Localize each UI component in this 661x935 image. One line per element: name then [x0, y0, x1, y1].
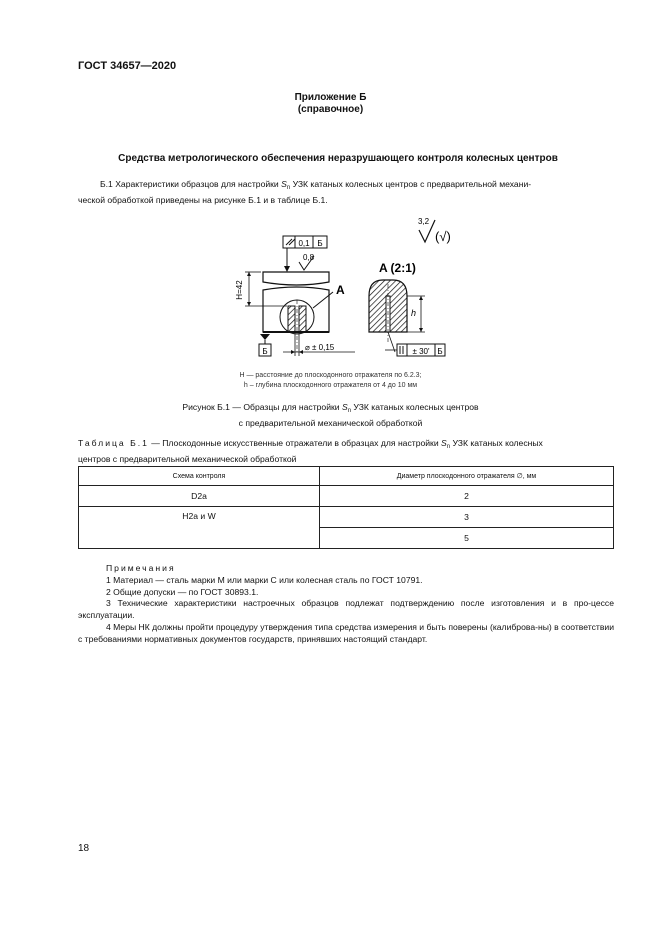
section-title: Средства метрологического обеспечения неразрушающего контроля колесных центров	[118, 153, 558, 164]
table-row	[79, 507, 614, 528]
table-header-row	[79, 467, 614, 486]
label-a: A	[336, 283, 345, 297]
roughness-mark-top	[299, 253, 315, 270]
angle-tol-value: ± 30'	[412, 347, 430, 356]
intro-paragraph: Б.1 Характеристики образцов для настройки $S_n$ УЗК катаных колесных центров с предварительной механи- ческой обработкой приведены на рисунке Б.1 и в таблице Б.1.	[78, 179, 532, 205]
cell-diameter: 5	[320, 528, 614, 549]
dim-h-big: H=42	[235, 280, 244, 300]
cell-scheme: H2a и W	[79, 507, 320, 549]
cell-scheme: D2a	[79, 486, 320, 507]
notes-heading: Примечания	[106, 563, 176, 573]
figure-caption: Рисунок Б.1 — Образцы для настройки $S_n$ УЗК катаных колесных центров с предварительной механической обработкой	[182, 402, 479, 428]
appendix-subtitle: (справочное)	[297, 104, 364, 115]
table-title: Таблица Б.1 — Плоскодонные искусственные отражатели в образцах для настройки $S_n$ УЗК катаных колесных центров с предварительной механической обработкой	[78, 438, 543, 464]
dim-0-8: 0,8	[303, 253, 315, 262]
header-scheme: Схема контроля	[79, 467, 320, 486]
figure-b1	[215, 212, 455, 368]
note-item: 1 Материал — сталь марки М или марки С или колесная сталь по ГОСТ 10791.	[106, 574, 423, 585]
roughness-symbol	[418, 217, 451, 244]
datum-bottom	[259, 334, 271, 356]
note-item: 4 Меры НК должны пройти процедуру утверждения типа средства измерения и быть поверены (калиброва-ны) в соответствии с требованиями нормативных документов государств, принявших настоящий стандарт.	[78, 621, 614, 644]
specimen-body	[263, 272, 329, 352]
figure-legend: H — расстояние до плоскодонного отражателя по 6.2.3; h – глубина плоскодонного отражателя от 4 до 10 мм	[239, 372, 422, 389]
cell-diameter: 3	[320, 507, 614, 528]
header-diameter: Диаметр плоскодонного отражателя ∅, мм	[320, 467, 614, 486]
datum-b-label: Б	[262, 347, 268, 356]
tol-flat-value: 0,1	[298, 239, 310, 248]
rough-paren: (√)	[435, 229, 451, 244]
tol-flat-datum: Б	[317, 239, 323, 248]
table-row	[79, 486, 614, 507]
dia-tolerance: ⌀ ± 0,15	[305, 343, 335, 352]
notes-block	[78, 563, 614, 646]
appendix-title: Приложение Б	[294, 92, 367, 103]
cell-diameter: 2	[320, 486, 614, 507]
detail-title: A (2:1)	[379, 261, 416, 275]
doc-code: ГОСТ 34657—2020	[78, 60, 177, 72]
page-number: 18	[78, 843, 90, 854]
rough-value: 3,2	[418, 217, 430, 226]
note-item: 3 Технические характеристики настроечных образцов подлежат подтверждению после изготовления и в про-цессе эксплуатации.	[78, 598, 614, 621]
detail-view	[369, 280, 425, 352]
note-item: 2 Общие допуски — по ГОСТ 30893.1.	[106, 586, 259, 597]
angle-tolerance-frame	[385, 344, 445, 356]
dim-h-small: h	[411, 308, 417, 318]
diameter-dimension	[283, 332, 355, 356]
reflector-table	[78, 466, 614, 549]
angle-tol-datum: Б	[437, 347, 443, 356]
